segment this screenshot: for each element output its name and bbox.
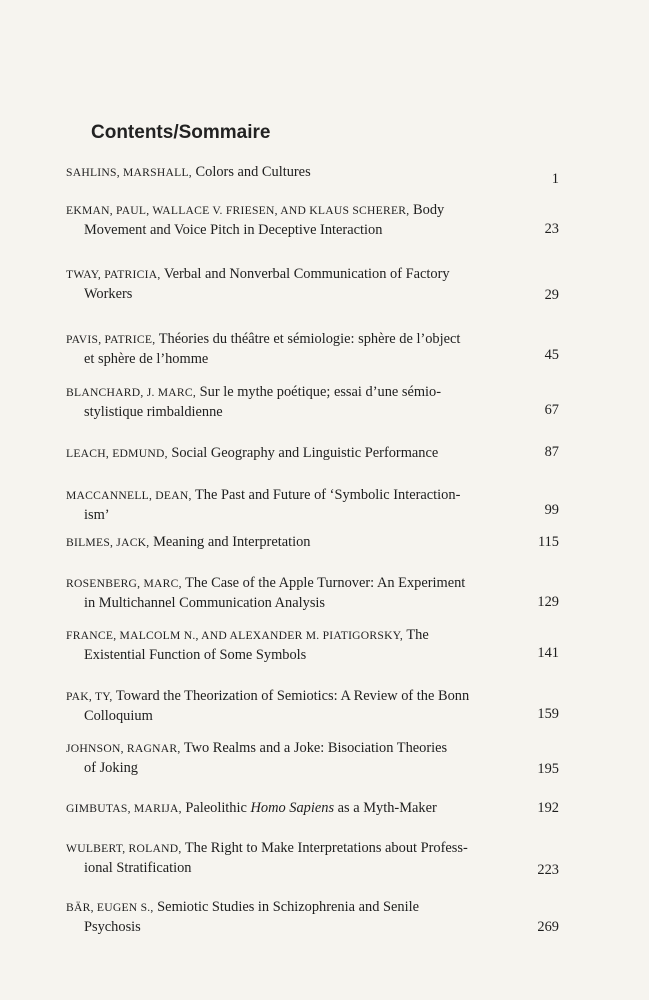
entry-page-number: 269	[537, 919, 559, 935]
entry-page-number: 67	[544, 402, 559, 418]
entry-title: The	[406, 627, 429, 643]
entry-page-number: 195	[537, 761, 559, 777]
entry-title: Théories du théâtre et sémiologie: sphère de l’object	[158, 331, 461, 347]
toc-entry-line	[66, 382, 441, 403]
entry-page-number: 45	[544, 347, 559, 363]
entry-title: Meaning and Interpretation	[153, 534, 311, 550]
entry-title-second-line: ism’	[84, 507, 110, 523]
entry-title-second-line: Existential Function of Some Symbols	[84, 647, 307, 663]
entry-title-italic: Homo Sapiens	[250, 800, 335, 816]
entry-title: Semiotic Studies in Schizophrenia and Senile	[157, 899, 419, 915]
toc-entry-line	[66, 162, 311, 183]
entry-title-second-line: Movement and Voice Pitch in Deceptive Interaction	[84, 222, 383, 238]
entry-page-number: 99	[544, 502, 559, 518]
entry-page-number: 23	[544, 221, 559, 237]
toc-entry-line	[66, 264, 450, 285]
entry-page-number: 223	[537, 862, 559, 878]
entry-author: MACCANNELL, DEAN,	[66, 489, 192, 502]
entry-title-second-line: Workers	[84, 286, 133, 302]
entry-title: Sur le mythe poétique; essai d’une sémio-	[199, 384, 442, 400]
entry-author: LEACH, EDMUND,	[66, 447, 168, 460]
toc-entry-line	[66, 443, 438, 464]
entry-title: The Case of the Apple Turnover: An Experiment	[185, 575, 466, 591]
toc-entry-line	[66, 573, 465, 594]
entry-author: PAVIS, PATRICE,	[66, 333, 156, 346]
toc-entry-line	[66, 625, 429, 646]
entry-author: GIMBUTAS, MARIJA,	[66, 802, 182, 815]
entry-author: FRANCE, MALCOLM N., AND ALEXANDER M. PIATIGORSKY,	[66, 629, 404, 642]
toc-entry-line	[66, 200, 444, 221]
entry-page-number: 1	[551, 171, 559, 187]
entry-title-continued: as a Myth-Maker	[334, 800, 437, 816]
entry-title-second-line: et sphère de l’homme	[84, 351, 209, 367]
entry-title-second-line: Colloquium	[84, 708, 153, 724]
toc-entry-line	[66, 738, 447, 759]
entry-author: JOHNSON, RAGNAR,	[66, 742, 181, 755]
entry-title: Verbal and Nonverbal Communication of Factory	[163, 266, 450, 282]
toc-entry-line	[66, 532, 311, 553]
toc-entry-line	[66, 485, 460, 506]
entry-title-second-line: ional Stratification	[84, 860, 192, 876]
entry-page-number: 29	[544, 287, 559, 303]
entry-page-number: 87	[544, 444, 559, 460]
entry-author: BILMES, JACK,	[66, 536, 150, 549]
entry-author: EKMAN, PAUL, WALLACE V. FRIESEN, AND KLAUS SCHERER,	[66, 204, 410, 217]
entry-title: The Past and Future of ‘Symbolic Interaction-	[195, 487, 461, 503]
entry-author: WULBERT, ROLAND,	[66, 842, 182, 855]
entry-page-number: 141	[537, 645, 559, 661]
entry-title-second-line: in Multichannel Communication Analysis	[84, 595, 326, 611]
entry-author: TWAY, PATRICIA,	[66, 268, 161, 281]
entry-title-second-line: of Joking	[84, 760, 138, 776]
toc-entry-line	[66, 798, 437, 819]
entry-title-second-line: stylistique rimbaldienne	[84, 404, 223, 420]
entry-title: Paleolithic	[185, 800, 251, 816]
entry-title: Body	[413, 202, 445, 218]
entry-title-second-line: Psychosis	[84, 919, 141, 935]
entry-author: ROSENBERG, MARC,	[66, 577, 182, 590]
entry-title: Social Geography and Linguistic Performance	[171, 445, 439, 461]
toc-entry-line	[66, 686, 469, 707]
entry-author: SAHLINS, MARSHALL,	[66, 166, 192, 179]
entry-page-number: 192	[537, 800, 559, 816]
entry-page-number: 129	[537, 594, 559, 610]
entry-title: Two Realms and a Joke: Bisociation Theories	[183, 740, 448, 756]
toc-entry-line	[66, 838, 468, 859]
entry-author: BLANCHARD, J. MARC,	[66, 386, 197, 399]
toc-entry-line	[66, 897, 419, 918]
entry-page-number: 159	[537, 706, 559, 722]
entry-page-number: 115	[537, 534, 559, 550]
entry-title: The Right to Make Interpretations about Profess-	[184, 840, 468, 856]
toc-entry-line	[66, 329, 460, 350]
entry-title: Toward the Theorization of Semiotics: A Review of the Bonn	[115, 688, 470, 704]
entry-author: PAK, TY,	[66, 690, 113, 703]
entry-author: BÄR, EUGEN S.,	[66, 901, 154, 914]
page-title: Contents/Sommaire	[91, 122, 271, 143]
entry-title: Colors and Cultures	[195, 164, 311, 180]
